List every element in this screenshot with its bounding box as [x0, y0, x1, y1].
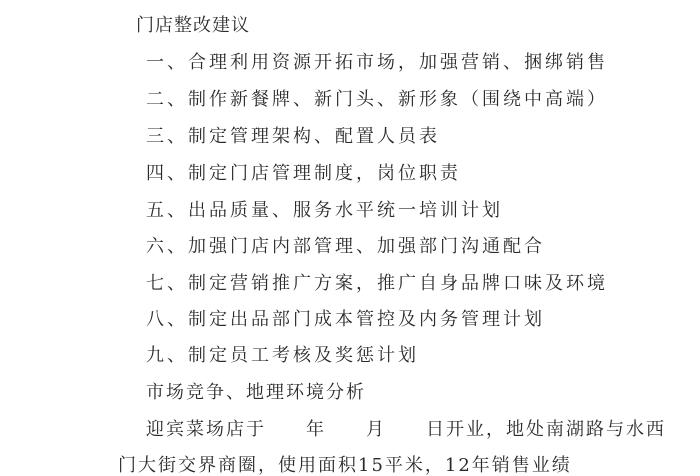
list-item: 九、制定员工考核及奖惩计划: [146, 345, 419, 366]
list-item: 六、加强门店内部管理、加强部门沟通配合: [146, 236, 545, 257]
list-item: 七、制定营销推广方案，推广自身品牌口味及环境: [146, 273, 608, 294]
list-item: 二、制作新餐牌、新门头、新形象（围绕中高端）: [146, 89, 608, 110]
list-item: 八、制定出品部门成本管控及内务管理计划: [146, 309, 545, 330]
list-item: 三、制定管理架构、配置人员表: [146, 126, 440, 147]
document-title: 门店整改建议: [136, 15, 250, 36]
list-item: 四、制定门店管理制度，岗位职责: [146, 163, 461, 184]
list-item: 一、合理利用资源开拓市场，加强营销、捆绑销售: [146, 52, 608, 73]
list-item: 五、出品质量、服务水平统一培训计划: [146, 200, 503, 221]
section-heading: 市场竞争、地理环境分析: [146, 382, 366, 403]
paragraph-line: 迎宾菜场店于 年 月 日开业，地处南湖路与水西: [146, 419, 666, 440]
paragraph-line: 门大街交界商圈，使用面积15平米，12年销售业绩: [118, 455, 572, 476]
